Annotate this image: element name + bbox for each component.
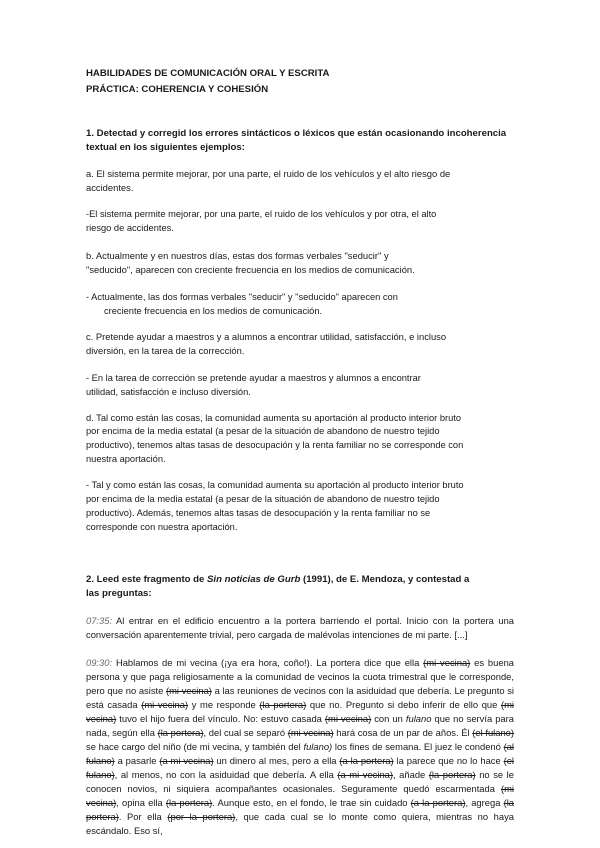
entry-text: los fines de semana. El juez le condenó	[332, 741, 504, 752]
entry-text: que no servía para nada, según ella	[86, 713, 514, 738]
correction-d-line3: productivo). Además, tenemos altas tasas de desocupación y la renta familiar no se	[86, 508, 431, 518]
struck-referent: (mi vecina)	[287, 727, 334, 738]
struck-referent: (a mi vecina)	[159, 755, 214, 766]
example-c-line1: c. Pretende ayudar a maestros y a alumnos a encontrar utilidad, satisfacción, e incluso	[86, 331, 447, 342]
struck-referent: (por la portera)	[167, 811, 236, 822]
struck-referent: (a mi vecina)	[337, 769, 393, 780]
struck-referent: (a la portera)	[339, 755, 394, 766]
correction-a-line2: riesgo de accidentes.	[86, 223, 174, 233]
entry-text: no se le conocen novios, ni siquiera acompañantes ocasionales. Seguramente quedó escarmentada	[86, 769, 514, 794]
entry-text: , opina ella	[116, 797, 166, 808]
fragment-entry-0735	[86, 614, 514, 642]
example-a-line2: accidentes.	[86, 182, 134, 193]
example-b-line2: "seducido", aparecen con creciente frecuencia en los medios de comunicación.	[86, 264, 415, 275]
italic-word: fulano)	[303, 741, 333, 752]
italic-word: fulano	[405, 713, 432, 724]
correction-b-line2: creciente frecuencia en los medios de comunicación.	[104, 306, 323, 316]
section2-heading-suffix: (1991), de E. Mendoza, y contestad a	[300, 574, 470, 585]
entry-text: . Aunque esto, en el fondo, le trae sin cuidado	[212, 797, 411, 808]
entry-text: y me responde	[188, 699, 260, 710]
fragment-entry-0930	[86, 656, 514, 838]
struck-referent: (la portera)	[86, 797, 514, 822]
struck-referent: (al fulano)	[86, 741, 514, 766]
practice-title: PRÁCTICA: COHERENCIA Y COHESIÓN	[86, 84, 269, 95]
timestamp-0930: 09:30:	[86, 657, 113, 668]
entry-text: la parece que no lo hace	[393, 755, 504, 766]
section2-heading-line1	[86, 574, 469, 586]
struck-referent: (la portera)	[157, 727, 204, 738]
example-d-line3: productivo), tenemos altas tasas de desocupación y la renta familiar no se corresponde con	[86, 440, 464, 450]
example-d-line4: nuestra aportación.	[86, 454, 166, 464]
struck-referent: (el fulano)	[86, 755, 514, 780]
book-title: Sin noticias de Gurb	[207, 574, 301, 585]
entry-text: , al menos, no con la asiduidad que debería. A ella	[114, 769, 338, 780]
timestamp-0735: 07:35:	[86, 615, 113, 626]
entry-text: es buena persona y que paga religiosamente a la comunidad de vecinos la cuota trimestral que le corresponde, pero que no asiste	[86, 657, 514, 696]
correction-c-line1: - En la tarea de corrección se pretende ayudar a maestros y alumnos a encontrar	[86, 373, 421, 383]
entry-text: con un	[371, 713, 406, 724]
section1-heading-line1: 1. Detectad y corregid los errores sintácticos o léxicos que están ocasionando incoherencia	[86, 128, 507, 139]
correction-c-line2: utilidad, satisfacción e incluso diversión.	[86, 387, 251, 397]
example-c-line2: diversión, en la tarea de la corrección.	[86, 345, 245, 356]
entry-text: , que cada cual se lo monte como quiera, mientras no haya escándalo. Eso sí,	[86, 811, 514, 836]
correction-d-line1: - Tal y como están las cosas, la comunidad aumenta su aportación al producto interior bruto	[86, 480, 464, 490]
struck-referent: (mi vecina)	[166, 685, 212, 696]
struck-referent: (el fulano)	[472, 727, 515, 738]
correction-b-line1: - Actualmente, las dos formas verbales "seducir" y "seducido" aparecen con	[86, 292, 398, 302]
entry-text: se hace cargo del niño (de mi vecina, y también del	[86, 741, 304, 752]
struck-referent: (la portera)	[428, 769, 476, 780]
entry-text: , añade	[393, 769, 429, 780]
struck-referent: (mi vecina)	[324, 713, 372, 724]
section2-heading-line2: las preguntas:	[86, 588, 152, 599]
entry-text: que no. Pregunto si debo inferir de ello que	[306, 699, 501, 710]
entry-text: un dinero al mes, pero a ella	[213, 755, 340, 766]
entry-text: hará cosa de un par de años. Él	[333, 727, 473, 738]
correction-a-line1: -El sistema permite mejorar, por una parte, el ruido de los vehículos y por otra, el alto	[86, 209, 437, 219]
example-d-line2: por encima de la media estatal (a pesar de la situación de abandono de nuestro tejido	[86, 426, 440, 436]
section2-heading-prefix: 2. Leed este fragmento de	[86, 574, 208, 585]
entry-text: a las reuniones de vecinos con la asiduidad que debería. Le pregunto si está casada	[86, 685, 514, 710]
course-title: HABILIDADES DE COMUNICACIÓN ORAL Y ESCRITA	[86, 68, 330, 79]
entry-text: , agrega	[465, 797, 504, 808]
example-b-line1: b. Actualmente y en nuestros días, estas dos formas verbales "seducir" y	[86, 250, 389, 261]
struck-referent: (la portera)	[165, 797, 213, 808]
example-a-line1: a. El sistema permite mejorar, por una parte, el ruido de los vehículos y el alto riesgo de	[86, 168, 451, 179]
struck-referent: (la portera)	[259, 699, 307, 710]
correction-d-line4: corresponde con nuestra aportación.	[86, 522, 238, 532]
entry-text: , del cual se separó	[203, 727, 288, 738]
entry-text: Al entrar en el edificio encuentro a la portera barriendo el portal. Inicio con la portera una conversación aparentemente trivial, pero cargada de malévolas intenciones de mi parte. [...]	[86, 615, 514, 640]
struck-referent: (mi vecina)	[141, 699, 189, 710]
example-d-line1: d. Tal como están las cosas, la comunidad aumenta su aportación al producto interior bruto	[86, 413, 462, 423]
section1-heading-line2: textual en los siguientes ejemplos:	[86, 142, 245, 153]
correction-d-line2: por encima de la media estatal (a pesar de la situación de abandono de nuestro tejido	[86, 494, 440, 504]
struck-referent: (a la portera)	[410, 797, 466, 808]
entry-text: tuvo el hijo fuera del vínculo. No: estuvo casada	[116, 713, 325, 724]
struck-referent: (mi vecina)	[86, 699, 514, 724]
entry-text: a pasarle	[114, 755, 160, 766]
entry-text: Hablamos de mi vecina (¡ya era hora, coño!). La portera dice que ella	[112, 657, 424, 668]
struck-referent: (mi vecina)	[423, 657, 471, 668]
struck-referent: (mi vecina)	[86, 783, 514, 808]
entry-text: . Por ella	[118, 811, 168, 822]
